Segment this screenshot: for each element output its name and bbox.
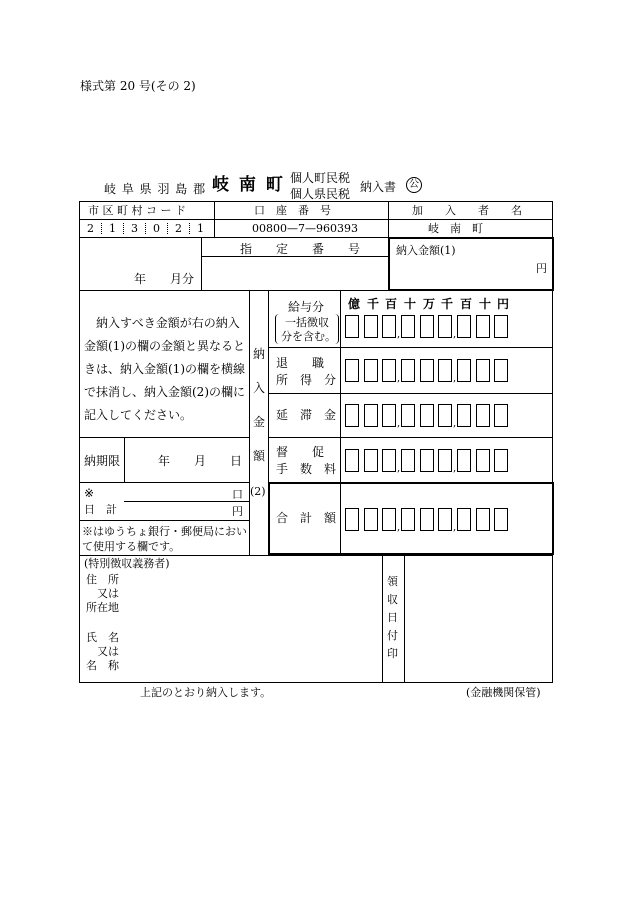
doc-type-label: 納入書: [360, 180, 397, 194]
deadline-value: 年 月 日: [158, 454, 243, 468]
amount-digit-box[interactable]: [364, 404, 378, 427]
amount-digit-box[interactable]: [401, 449, 415, 472]
tax-type-prefecture: 個人県民税: [290, 187, 351, 201]
digit-separator-comma: ,: [397, 418, 401, 429]
code-digit: 2: [87, 222, 94, 235]
receipt-stamp-char: 収: [387, 593, 398, 606]
digit-header-label: 万: [423, 297, 436, 311]
amount1-label: 納入金額(1): [396, 244, 456, 257]
official-mark-text: 公: [409, 179, 419, 190]
amount-digit-box[interactable]: [345, 315, 359, 338]
amount-digit-box[interactable]: [494, 359, 508, 382]
amount-digit-box[interactable]: [364, 508, 378, 531]
item-reminder-label2: 手 数 料: [276, 462, 337, 476]
amount-digit-box[interactable]: [364, 315, 378, 338]
amount2-char: 入: [253, 381, 266, 395]
digit-header-label: 百: [385, 297, 398, 311]
amount-digit-box[interactable]: [438, 359, 452, 382]
amount-digit-box[interactable]: [345, 359, 359, 382]
digit-separator-comma: ,: [453, 329, 457, 340]
prefecture-label: 岐 阜 県 羽 島 郡: [104, 182, 207, 196]
divider: [340, 290, 341, 482]
amount-digit-box[interactable]: [420, 359, 434, 382]
amount-digit-box[interactable]: [457, 315, 471, 338]
amount-digit-box[interactable]: [401, 359, 415, 382]
amount-digit-box[interactable]: [476, 508, 490, 531]
digit-separator-comma: ,: [453, 373, 457, 384]
amount-digit-box[interactable]: [420, 449, 434, 472]
amount-digit-box[interactable]: [438, 508, 452, 531]
digit-header-label: 千: [367, 297, 380, 311]
item-retirement-label: 退 職: [276, 356, 325, 370]
item-reminder-label: 督 促: [276, 445, 325, 459]
divider: [79, 555, 553, 556]
amount-digit-box[interactable]: [476, 359, 490, 382]
amount2-char: 納: [253, 347, 266, 361]
postal-note: ※はゆうちょ銀行・郵便局において使用する欄です。: [82, 525, 247, 553]
postal-mark: ※: [84, 486, 95, 500]
divider: [382, 555, 383, 683]
designated-number-label: 指 定 番 号: [240, 242, 361, 256]
divider: [214, 201, 215, 237]
item-retirement-label2: 所 得 分: [276, 373, 337, 387]
digit-header-label: 千: [441, 297, 454, 311]
municipal-code-label: 市 区 町 村 コ ー ド: [88, 204, 186, 217]
item-salary-lumpsum: 一括徴収: [285, 316, 329, 329]
amount-digit-box[interactable]: [438, 449, 452, 472]
receipt-stamp-char: 付: [387, 629, 398, 642]
divider: [340, 482, 341, 555]
code-digit: 0: [153, 222, 160, 235]
divider: [268, 347, 553, 348]
address-label: 所在地: [86, 601, 119, 614]
digit-header-label: 円: [497, 297, 510, 311]
digit-separator-comma: ,: [453, 463, 457, 474]
municipal-code-digits: [79, 220, 214, 237]
daily-total-label: 日 計: [84, 503, 117, 516]
amount-digit-box[interactable]: [438, 315, 452, 338]
divider: [124, 437, 125, 482]
divider: [201, 256, 388, 257]
year-month-label: 年 月分: [134, 272, 195, 286]
item-salary-label: 給与分: [288, 300, 325, 314]
town-title: 岐 南 町: [212, 175, 285, 195]
divider: [79, 437, 249, 438]
item-total-label: 合 計 額: [276, 511, 337, 525]
amount-digit-box[interactable]: [494, 449, 508, 472]
amount-digit-box[interactable]: [494, 404, 508, 427]
digit-header-label: 十: [404, 297, 417, 311]
item-late-fee-label: 延 滞 金: [276, 408, 337, 422]
footer-statement: 上記のとおり納入します。: [140, 686, 272, 699]
amount-digit-box[interactable]: [420, 315, 434, 338]
divider: [268, 393, 553, 394]
name-label: 又は: [86, 645, 119, 658]
digit-separator-comma: ,: [397, 373, 401, 384]
digit-header-label: 億: [348, 297, 361, 311]
name-label: 名 称: [86, 659, 119, 672]
code-digit: 3: [131, 222, 138, 235]
postal-kuchi: 口: [232, 488, 243, 501]
amount1-yen: 円: [536, 262, 547, 275]
amount-digit-box[interactable]: [438, 404, 452, 427]
digit-separator-comma: ,: [453, 522, 457, 533]
amount-digit-box[interactable]: [476, 449, 490, 472]
digit-header-label: 十: [479, 297, 492, 311]
divider: [124, 501, 249, 502]
amount-digit-box[interactable]: [364, 359, 378, 382]
amount-digit-box[interactable]: [494, 315, 508, 338]
amount-digit-box[interactable]: [401, 404, 415, 427]
divider: [79, 520, 249, 521]
account-number-value: 00800—7—960393: [252, 222, 358, 235]
amount-digit-box[interactable]: [457, 449, 471, 472]
amount-digit-box[interactable]: [382, 315, 396, 338]
amount-digit-box[interactable]: [494, 508, 508, 531]
amount-digit-box[interactable]: [476, 404, 490, 427]
receipt-stamp-char: 領: [387, 575, 398, 588]
code-digit: 1: [109, 222, 116, 235]
tax-type-town: 個人町民税: [290, 171, 351, 185]
amount2-char: 額: [253, 449, 266, 463]
address-label: 又は: [86, 587, 119, 600]
code-digit: 1: [197, 222, 204, 235]
subscriber-value: 岐 南 町: [428, 222, 483, 235]
amount2-char: (2): [250, 485, 266, 498]
receipt-stamp-char: 印: [387, 647, 398, 660]
amount-digit-box[interactable]: [382, 359, 396, 382]
amount-digit-box[interactable]: [401, 315, 415, 338]
daily-total-yen: 円: [232, 505, 243, 518]
amount-digit-box[interactable]: [345, 449, 359, 472]
name-label: 氏 名: [86, 631, 119, 644]
divider: [201, 237, 202, 290]
digit-separator-comma: ,: [453, 418, 457, 429]
digit-header-label: 百: [460, 297, 473, 311]
divider: [249, 290, 250, 555]
payer-title: (特別徴収義務者): [84, 557, 170, 570]
divider: [268, 437, 553, 438]
official-mark-icon: [406, 177, 422, 193]
divider: [79, 482, 249, 483]
form-number: 様式第 20 号(その 2): [80, 79, 196, 93]
digit-separator-comma: ,: [397, 522, 401, 533]
amount-digit-box[interactable]: [457, 508, 471, 531]
amount-digit-box[interactable]: [420, 404, 434, 427]
footer-storage-note: (金融機関保管): [466, 686, 541, 699]
amount-digit-box[interactable]: [382, 449, 396, 472]
deadline-label: 納期限: [84, 454, 121, 468]
amount-digit-box[interactable]: [476, 315, 490, 338]
amount-digit-box[interactable]: [420, 508, 434, 531]
subscriber-label: 加 入 者 名: [412, 204, 522, 217]
amount-digit-box[interactable]: [382, 508, 396, 531]
divider: [404, 555, 405, 683]
item-salary-included: 分を含む。: [281, 330, 336, 343]
amount-digit-box[interactable]: [457, 359, 471, 382]
address-label: 住 所: [86, 573, 119, 586]
digit-separator-comma: ,: [397, 463, 401, 474]
amount-digit-box[interactable]: [345, 508, 359, 531]
divider: [388, 201, 389, 237]
amount-digit-box[interactable]: [401, 508, 415, 531]
instructions-text: 納入すべき金額が右の納入金額(1)の欄の金額と異なるときは、納入金額(1)の欄を横線で抹消し、納入金額(2)の欄に記入してください。: [84, 316, 245, 422]
account-number-label: 口 座 番 号: [254, 204, 331, 217]
digit-separator-comma: ,: [397, 329, 401, 340]
receipt-stamp-char: 日: [387, 611, 398, 624]
digit-header: [344, 298, 524, 312]
amount-digit-box[interactable]: [382, 404, 396, 427]
code-digit: 2: [175, 222, 182, 235]
amount2-char: 金: [253, 415, 266, 429]
amount-digit-box[interactable]: [364, 449, 378, 472]
amount-digit-box[interactable]: [457, 404, 471, 427]
amount-digit-box[interactable]: [345, 404, 359, 427]
